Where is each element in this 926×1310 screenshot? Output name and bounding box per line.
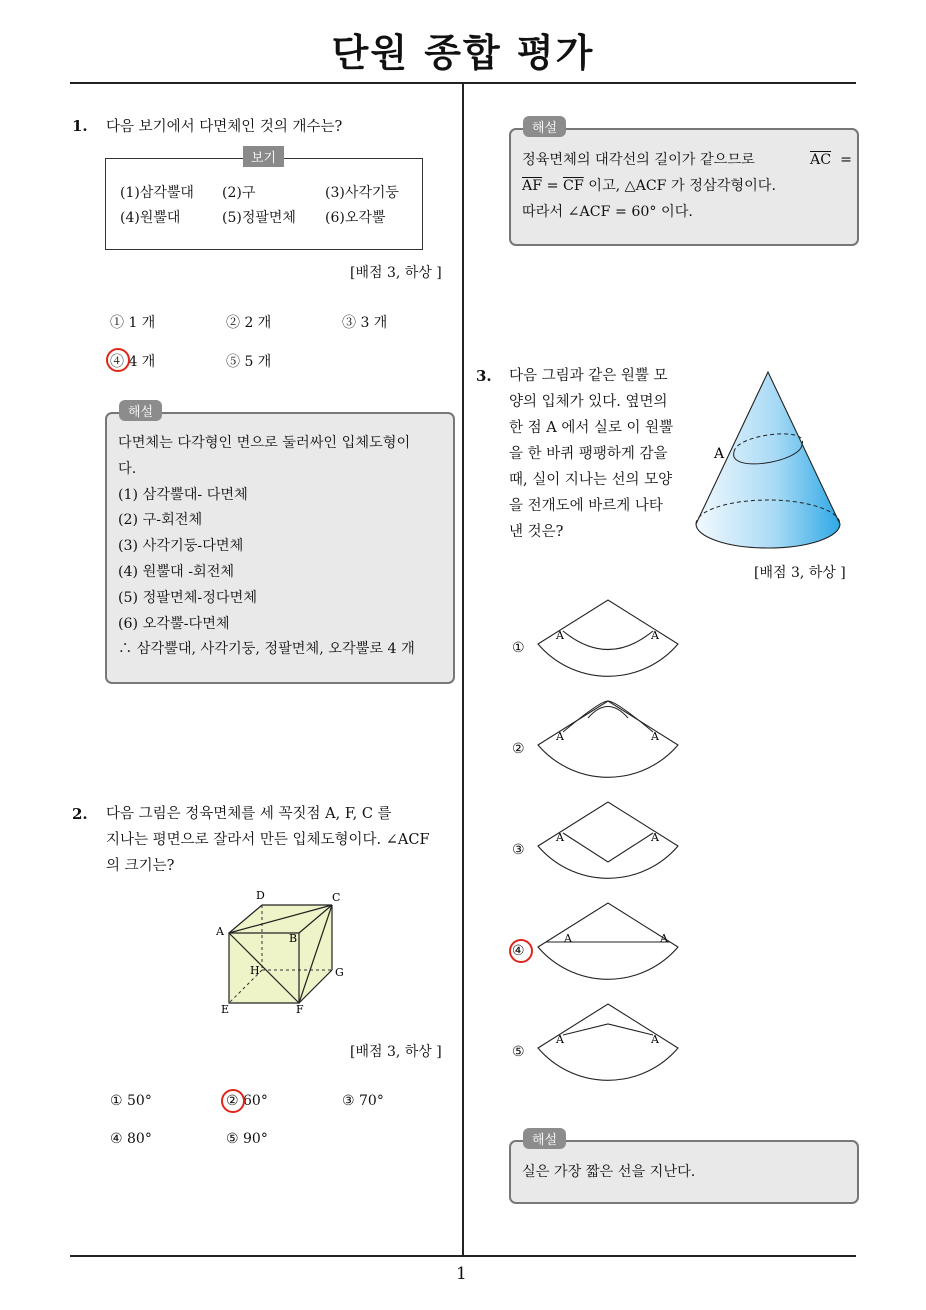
q1-solution-line: (3) 사각기둥-다면체 — [118, 538, 244, 555]
cube-label-f: F — [296, 1003, 304, 1016]
q1-bogi-item-4: (4)원뿔대 — [120, 210, 181, 226]
q3-score: [배점 3, 하상 ] — [754, 565, 846, 581]
segment-cf: $\overline{CF}$ — [563, 177, 584, 194]
q3-option-4[interactable]: ④ — [512, 943, 525, 959]
q2-option-3[interactable]: ③ 70° — [342, 1093, 384, 1109]
q2-option-2[interactable]: ② 60° — [226, 1093, 268, 1109]
q2-score: [배점 3, 하상 ] — [350, 1044, 442, 1060]
q1-option-3[interactable]: ③ 3 개 — [342, 315, 388, 331]
fan-option-2 — [530, 699, 695, 799]
column-divider — [462, 84, 464, 1256]
q1-option-1[interactable]: ① 1 개 — [110, 315, 156, 331]
equals-sign: = — [546, 177, 559, 194]
q1-solution-line: ∴ 삼각뿔대, 사각기둥, 정팔면체, 오각뿔로 4 개 — [118, 641, 415, 658]
segment-ac: $\overline{AC}$ — [809, 152, 832, 168]
q1-solution-line: 다. — [118, 460, 137, 477]
q2-option-4[interactable]: ④ 80° — [110, 1131, 152, 1147]
q3-option-2[interactable]: ② — [512, 741, 525, 757]
q1-solution-line: (4) 원뿔대 -회전체 — [118, 563, 235, 580]
q2-number: 2. — [72, 805, 88, 823]
q2-solution-line2-text: 이고, △ACF 가 정삼각형이다. — [588, 177, 776, 194]
q1-bogi-item-2: (2)구 — [222, 185, 256, 201]
q2-text-line: 의 크기는? — [106, 858, 175, 874]
q2-solution-line-3: 따라서 ∠ACF = 60° 이다. — [522, 203, 693, 220]
cube-label-h: H — [250, 964, 260, 977]
q3-solution-text: 실은 가장 짧은 선을 지난다. — [522, 1164, 696, 1180]
q1-solution-label: 해설 — [119, 400, 162, 421]
q2-option-5[interactable]: ⑤ 90° — [226, 1131, 268, 1147]
q3-option-5[interactable]: ⑤ — [512, 1044, 525, 1060]
q1-solution-line: (1) 삼각뿔대- 다면체 — [118, 486, 248, 503]
q1-bogi-item-3: (3)사각기둥 — [325, 185, 399, 201]
q3-option-1[interactable]: ① — [512, 640, 525, 656]
q2-solution-text — [522, 148, 852, 225]
q2-solution-line1-text: 정육면체의 대각선의 길이가 같으므로 — [522, 152, 755, 168]
equals-sign: = — [840, 152, 852, 168]
q1-option-2[interactable]: ② 2 개 — [226, 315, 272, 331]
q3-text-line: 다음 그림과 같은 원뿔 모 — [509, 368, 668, 384]
q3-solution-label: 해설 — [523, 1128, 566, 1149]
page-title: 단원 종합 평가 — [331, 31, 595, 75]
cone-figure — [690, 364, 860, 564]
q3-text — [509, 363, 679, 545]
q1-solution-line: 다면체는 다각형인 면으로 둘러싸인 입체도형이 — [118, 435, 411, 451]
q1-bogi-item-1: (1)삼각뿔대 — [120, 185, 194, 201]
q3-number: 3. — [476, 367, 492, 385]
fan-option-3 — [530, 800, 695, 900]
q1-bogi-item-5: (5)정팔면체 — [222, 210, 296, 226]
q1-solution-line: (6) 오각뿔-다면체 — [118, 615, 230, 632]
q2-solution-line-1 — [522, 148, 852, 174]
q1-number: 1. — [72, 117, 88, 135]
q2-text-line: 지나는 평면으로 잘라서 만든 입체도형이다. ∠ACF — [106, 832, 430, 848]
fan-label-a: A — [651, 1033, 659, 1046]
q1-option-5[interactable]: ⑤ 5 개 — [226, 354, 272, 370]
q2-text-line: 다음 그림은 정육면체를 세 꼭짓점 A, F, C 를 — [106, 806, 392, 822]
q1-solution-line: (2) 구-회전체 — [118, 512, 203, 529]
q3-text-line: 한 점 A 에서 실로 이 원뿔 — [509, 420, 674, 436]
fan-label-a: A — [564, 932, 572, 945]
q1-bogi-item-6: (6)오각뿔 — [325, 210, 386, 226]
cube-figure — [212, 886, 352, 1016]
fan-label-a: A — [660, 932, 668, 945]
fan-label-a: A — [556, 629, 564, 642]
q3-option-3[interactable]: ③ — [512, 842, 525, 858]
bottom-rule — [70, 1255, 856, 1257]
q1-solution-text — [118, 431, 448, 663]
q1-bogi-label: 보기 — [243, 146, 284, 167]
fan-label-a: A — [651, 831, 659, 844]
q1-score: [배점 3, 하상 ] — [350, 265, 442, 281]
q2-solution-label: 해설 — [523, 116, 566, 137]
fan-option-5 — [530, 1002, 695, 1102]
cube-label-c: C — [332, 891, 341, 904]
cone-label-a: A — [714, 446, 725, 462]
q3-text-line: 때, 실이 지나는 선의 모양 — [509, 472, 673, 488]
q2-answer-circle — [221, 1089, 245, 1113]
fan-label-a: A — [556, 730, 564, 743]
cube-label-a: A — [216, 925, 224, 938]
q2-option-1[interactable]: ① 50° — [110, 1093, 152, 1109]
fan-option-1 — [530, 598, 695, 698]
fan-label-a: A — [556, 1033, 564, 1046]
q3-text-line: 을 전개도에 바르게 나타 — [509, 498, 663, 514]
q2-text — [106, 801, 456, 879]
segment-af: $\overline{AF}$ — [522, 177, 543, 194]
fan-label-a: A — [556, 831, 564, 844]
fan-label-a: A — [651, 730, 659, 743]
q1-answer-circle — [106, 348, 130, 372]
q1-option-4[interactable]: ④ 4 개 — [110, 354, 156, 370]
q1-bogi-box — [105, 158, 423, 250]
cube-label-d: D — [256, 889, 265, 902]
cube-label-b: B — [289, 932, 298, 945]
cube-label-e: E — [221, 1003, 230, 1016]
page-number: 1 — [456, 1264, 467, 1284]
q3-text-line: 양의 입체가 있다. 옆면의 — [509, 394, 668, 410]
fan-option-4 — [530, 901, 695, 1001]
q1-text: 다음 보기에서 다면체인 것의 개수는? — [106, 119, 343, 135]
q3-text-line: 을 한 바퀴 팽팽하게 감을 — [509, 446, 668, 462]
q3-text-line: 낸 것은? — [509, 524, 564, 540]
fan-label-a: A — [651, 629, 659, 642]
cube-label-g: G — [335, 966, 344, 979]
q1-solution-line: (5) 정팔면체-정다면체 — [118, 589, 258, 606]
q2-solution-line-2 — [522, 174, 852, 200]
